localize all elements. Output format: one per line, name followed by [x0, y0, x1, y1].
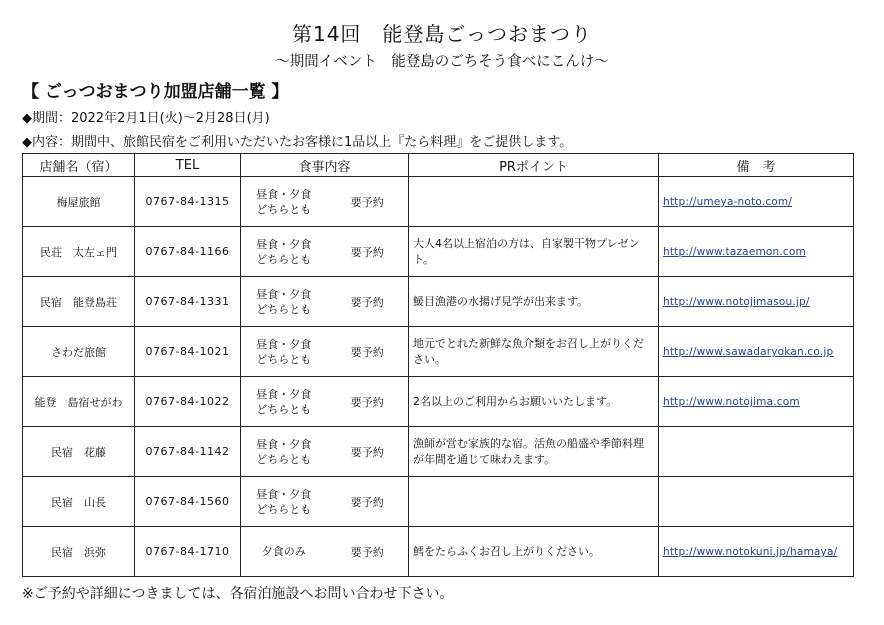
meal-type [241, 227, 327, 277]
meal-type [241, 427, 327, 477]
meal-line-2: どちらとも [256, 302, 312, 316]
header-note: 備 考 [659, 154, 854, 177]
shop-tel: 0767-84-1022 [135, 377, 241, 427]
shop-tel: 0767-84-1560 [135, 477, 241, 527]
shop-website-link[interactable]: http://www.sawadaryokan.co.jp [663, 346, 834, 358]
shop-name: 民宿 花藤 [23, 427, 135, 477]
header-meal: 食事内容 [241, 154, 409, 177]
pr-point [409, 177, 659, 227]
reservation: 要予約 [327, 277, 409, 327]
meal-type [241, 327, 327, 377]
note-cell [659, 277, 854, 327]
table-row [23, 277, 854, 327]
meal-line-1: 昼食・夕食 [256, 187, 312, 201]
meal-line-2: どちらとも [256, 202, 312, 216]
shop-tel: 0767-84-1166 [135, 227, 241, 277]
meal-line-1: 昼食・夕食 [256, 337, 312, 351]
pr-point: 2名以上のご利用からお願いいたします。 [409, 377, 659, 427]
reservation: 要予約 [327, 477, 409, 527]
content-text: ◆内容：期間中、旅館民宿をご利用いただいたお客様に1品以上『たら料理』をご提供します。 [22, 135, 573, 150]
note-cell [659, 377, 854, 427]
meal-line-1: 昼食・夕食 [256, 287, 312, 301]
note-cell [659, 477, 854, 527]
header-name: 店舗名（宿） [23, 154, 135, 177]
shop-website-link[interactable]: http://www.notojimasou.jp/ [663, 296, 810, 308]
table-row [23, 227, 854, 277]
note-cell [659, 177, 854, 227]
meal-line-2: どちらとも [256, 502, 312, 516]
meal-line-2: どちらとも [256, 252, 312, 266]
reservation: 要予約 [327, 377, 409, 427]
section-heading: 【 ごっつおまつり加盟店舗一覧 】 [22, 82, 289, 102]
shop-name: 梅屋旅館 [23, 177, 135, 227]
pr-point: 地元でとれた新鮮な魚介類をお召し上がりください。 [409, 327, 659, 377]
reservation: 要予約 [327, 527, 409, 577]
meal-type [241, 477, 327, 527]
shop-tel: 0767-84-1142 [135, 427, 241, 477]
page-subtitle: ～期間イベント 能登島のごちそう食べにこんけ～ [275, 54, 609, 70]
shop-name: さわだ旅館 [23, 327, 135, 377]
note-cell [659, 327, 854, 377]
shop-tel: 0767-84-1710 [135, 527, 241, 577]
page-title: 第14回 能登島ごっつおまつり [291, 22, 593, 46]
meal-type [241, 277, 327, 327]
shop-website-link[interactable]: http://www.tazaemon.com [663, 246, 806, 258]
reservation: 要予約 [327, 327, 409, 377]
shop-tel: 0767-84-1021 [135, 327, 241, 377]
note-cell [659, 427, 854, 477]
pr-point [409, 477, 659, 527]
pr-point: 大人4名以上宿泊の方は、自家製干物プレゼント。 [409, 227, 659, 277]
meal-line-2: どちらとも [256, 402, 312, 416]
meal-type [241, 377, 327, 427]
shop-website-link[interactable]: http://umeya-noto.com/ [663, 196, 793, 208]
shop-name: 民荘 太左ェ門 [23, 227, 135, 277]
shop-website-link[interactable]: http://www.notojima.com [663, 396, 800, 408]
note-cell [659, 227, 854, 277]
header-pr: PRポイント [409, 154, 659, 177]
shop-tel: 0767-84-1315 [135, 177, 241, 227]
reservation: 要予約 [327, 427, 409, 477]
meal-line-1: 昼食・夕食 [256, 437, 312, 451]
pr-point: 漁師が営む家族的な宿。活魚の船盛や季節料理が年間を通じて味わえます。 [409, 427, 659, 477]
shop-name: 民宿 山長 [23, 477, 135, 527]
shop-website-link[interactable]: http://www.notokuni.jp/hamaya/ [663, 546, 838, 558]
meal-type [241, 527, 327, 577]
table-row [23, 177, 854, 227]
reservation: 要予約 [327, 177, 409, 227]
meal-line-1: 昼食・夕食 [256, 237, 312, 251]
table-header-row [23, 154, 854, 177]
pr-point: 鰀目漁港の水揚げ見学が出来ます。 [409, 277, 659, 327]
table-row [23, 477, 854, 527]
shop-name: 民宿 能登島荘 [23, 277, 135, 327]
shop-name: 民宿 浜弥 [23, 527, 135, 577]
table-row [23, 527, 854, 577]
meal-type [241, 177, 327, 227]
table-row [23, 427, 854, 477]
pr-point: 鱈をたらふくお召し上がりください。 [409, 527, 659, 577]
reservation: 要予約 [327, 227, 409, 277]
shop-table [22, 153, 854, 577]
shop-name: 能登 島宿せがわ [23, 377, 135, 427]
table-row [23, 327, 854, 377]
header-tel: TEL [135, 154, 241, 177]
meal-line-2: どちらとも [256, 352, 312, 366]
meal-line-1: 昼食・夕食 [256, 387, 312, 401]
meal-line-1: 夕食のみ [261, 545, 306, 558]
note-cell [659, 527, 854, 577]
period-text: ◆期間：2022年2月1日(火)～2月28日(月) [22, 111, 270, 126]
meal-line-1: 昼食・夕食 [256, 487, 312, 501]
footer-note: ※ご予約や詳細につきましては、各宿泊施設へお問い合わせ下さい。 [22, 586, 454, 602]
shop-tel: 0767-84-1331 [135, 277, 241, 327]
table-row [23, 377, 854, 427]
meal-line-2: どちらとも [256, 452, 312, 466]
